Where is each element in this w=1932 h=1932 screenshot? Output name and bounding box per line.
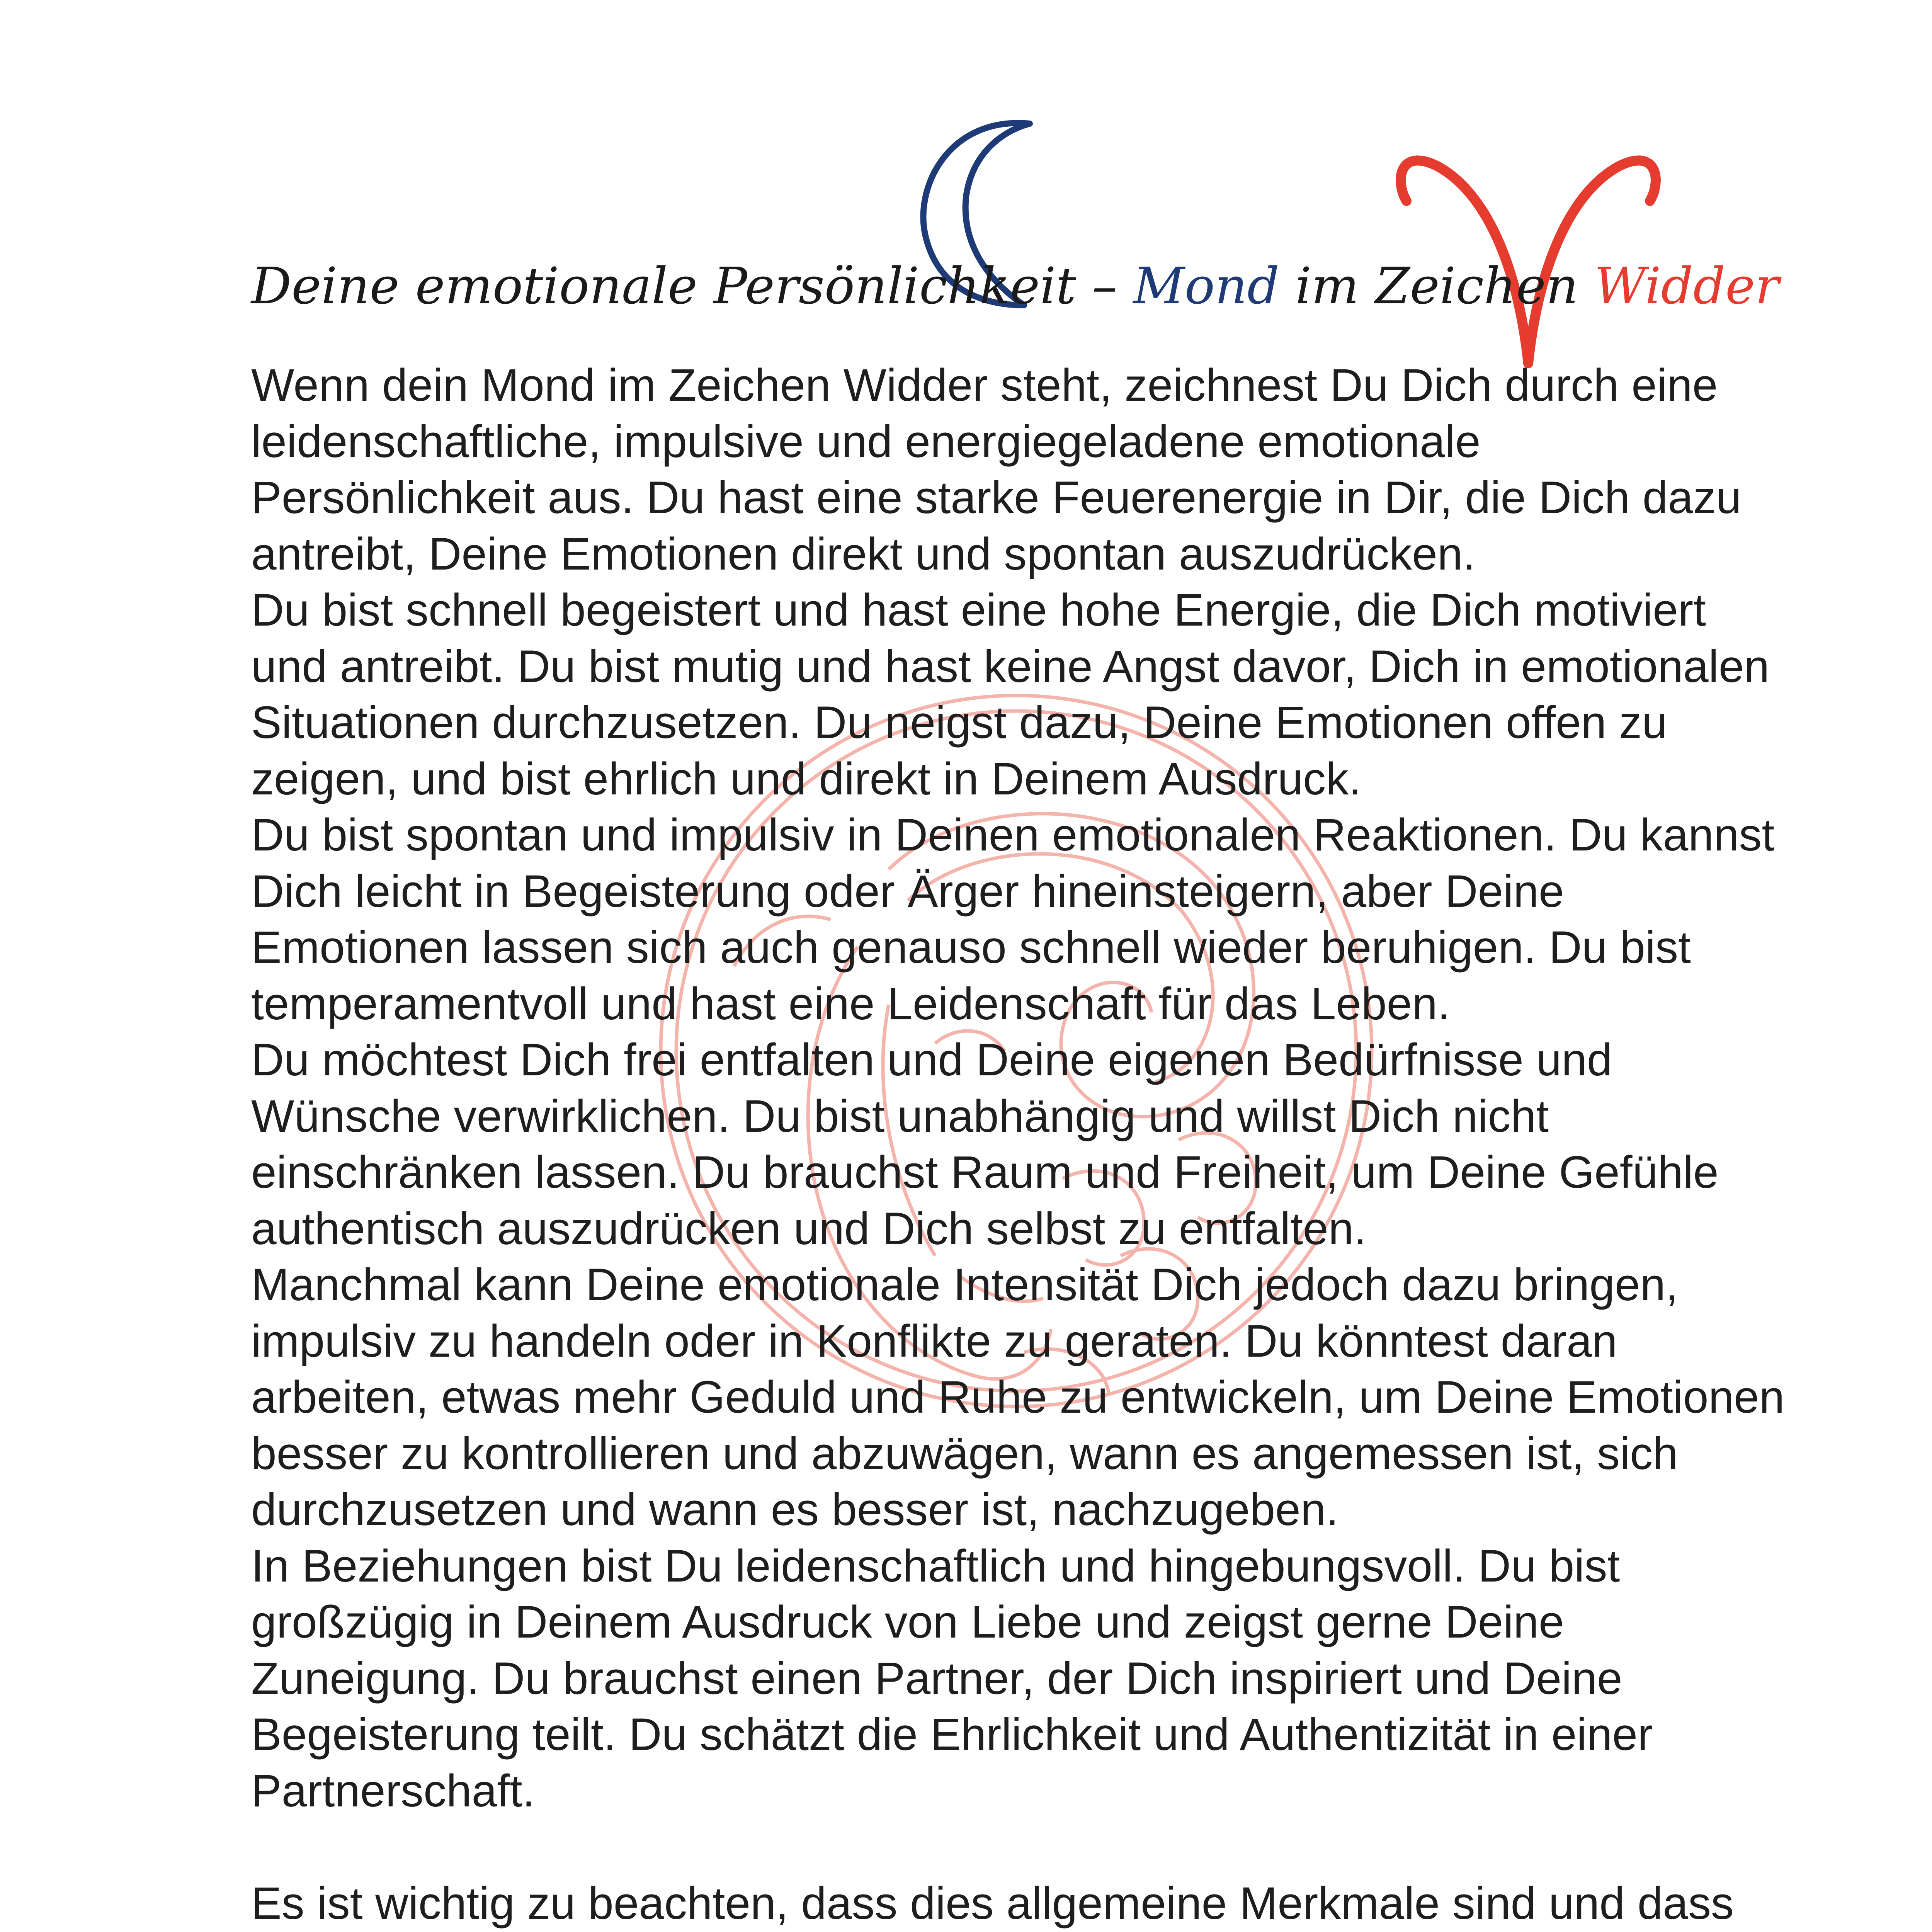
body-line: Emotionen lassen sich auch genauso schnell wieder beruhigen. Du bist [251,922,1691,973]
body-line: großzügig in Deinem Ausdruck von Liebe und zeigst gerne Deine [251,1597,1564,1648]
body-line: authentisch auszudrücken und Dich selbst zu entfalten. [251,1203,1367,1254]
body-line: besser zu kontrollieren und abzuwägen, wann es angemessen ist, sich [251,1428,1678,1479]
body-line: Manchmal kann Deine emotionale Intensität Dich jedoch dazu bringen, [251,1259,1678,1310]
body-line: Wenn dein Mond im Zeichen Widder steht, zeichnest Du Dich durch eine [251,360,1718,411]
body-line: leidenschaftliche, impulsive und energiegeladene emotionale [251,416,1481,467]
body-line: Du bist spontan und impulsiv in Deinen emotionalen Reaktionen. Du kannst [251,810,1775,861]
body-line: Du möchtest Dich frei entfalten und Deine eigenen Bedürfnisse und [251,1034,1612,1085]
page-title [251,251,1779,321]
body-line: arbeiten, etwas mehr Geduld und Ruhe zu entwickeln, um Deine Emotionen [251,1372,1785,1423]
title-mid: im Zeichen [1279,257,1594,315]
body-line: Situationen durchzusetzen. Du neigst dazu, Deine Emotionen offen zu [251,697,1667,748]
body-line: Wünsche verwirklichen. Du bist unabhängig und willst Dich nicht [251,1090,1549,1142]
body-line: In Beziehungen bist Du leidenschaftlich und hingebungsvoll. Du bist [251,1540,1620,1592]
body-line: Persönlichkeit aus. Du hast eine starke Feuerenergie in Dir, die Dich dazu [251,472,1742,523]
body-line: Begeisterung teilt. Du schätzt die Ehrlichkeit und Authentizität in einer [251,1709,1653,1760]
title-part1: Deine emotionale Persönlichkeit – [251,257,1133,315]
body-line: zeigen, und bist ehrlich und direkt in Deinem Ausdruck. [251,753,1361,804]
closing-line: Es ist wichtig zu beachten, dass dies allgemeine Merkmale sind und dass [251,1878,1734,1929]
body-line: Du bist schnell begeistert und hast eine hohe Energie, die Dich motiviert [251,585,1706,636]
title-mond: Mond [1133,257,1279,315]
body-line: und antreibt. Du bist mutig und hast keine Angst davor, Dich in emotionalen [251,641,1770,692]
body-line: Dich leicht in Begeisterung oder Ärger hineinsteigern, aber Deine [251,866,1564,917]
body-line: Partnerschaft. [251,1765,535,1816]
body-line: Zuneigung. Du brauchst einen Partner, der Dich inspiriert und Deine [251,1653,1622,1704]
body-text [251,357,1797,1932]
body-line: durchzusetzen und wann es besser ist, nachzugeben. [251,1484,1339,1535]
body-line: temperamentvoll und hast eine Leidenschaft für das Leben. [251,978,1450,1029]
body-line: einschränken lassen. Du brauchst Raum und Freiheit, um Deine Gefühle [251,1147,1719,1198]
body-line: antreibt, Deine Emotionen direkt und spontan auszudrücken. [251,528,1476,580]
body-line: impulsiv zu handeln oder in Konflikte zu geraten. Du könntest daran [251,1315,1617,1367]
paragraph-gap [251,1819,1797,1876]
title-sign: Widder [1594,257,1779,315]
